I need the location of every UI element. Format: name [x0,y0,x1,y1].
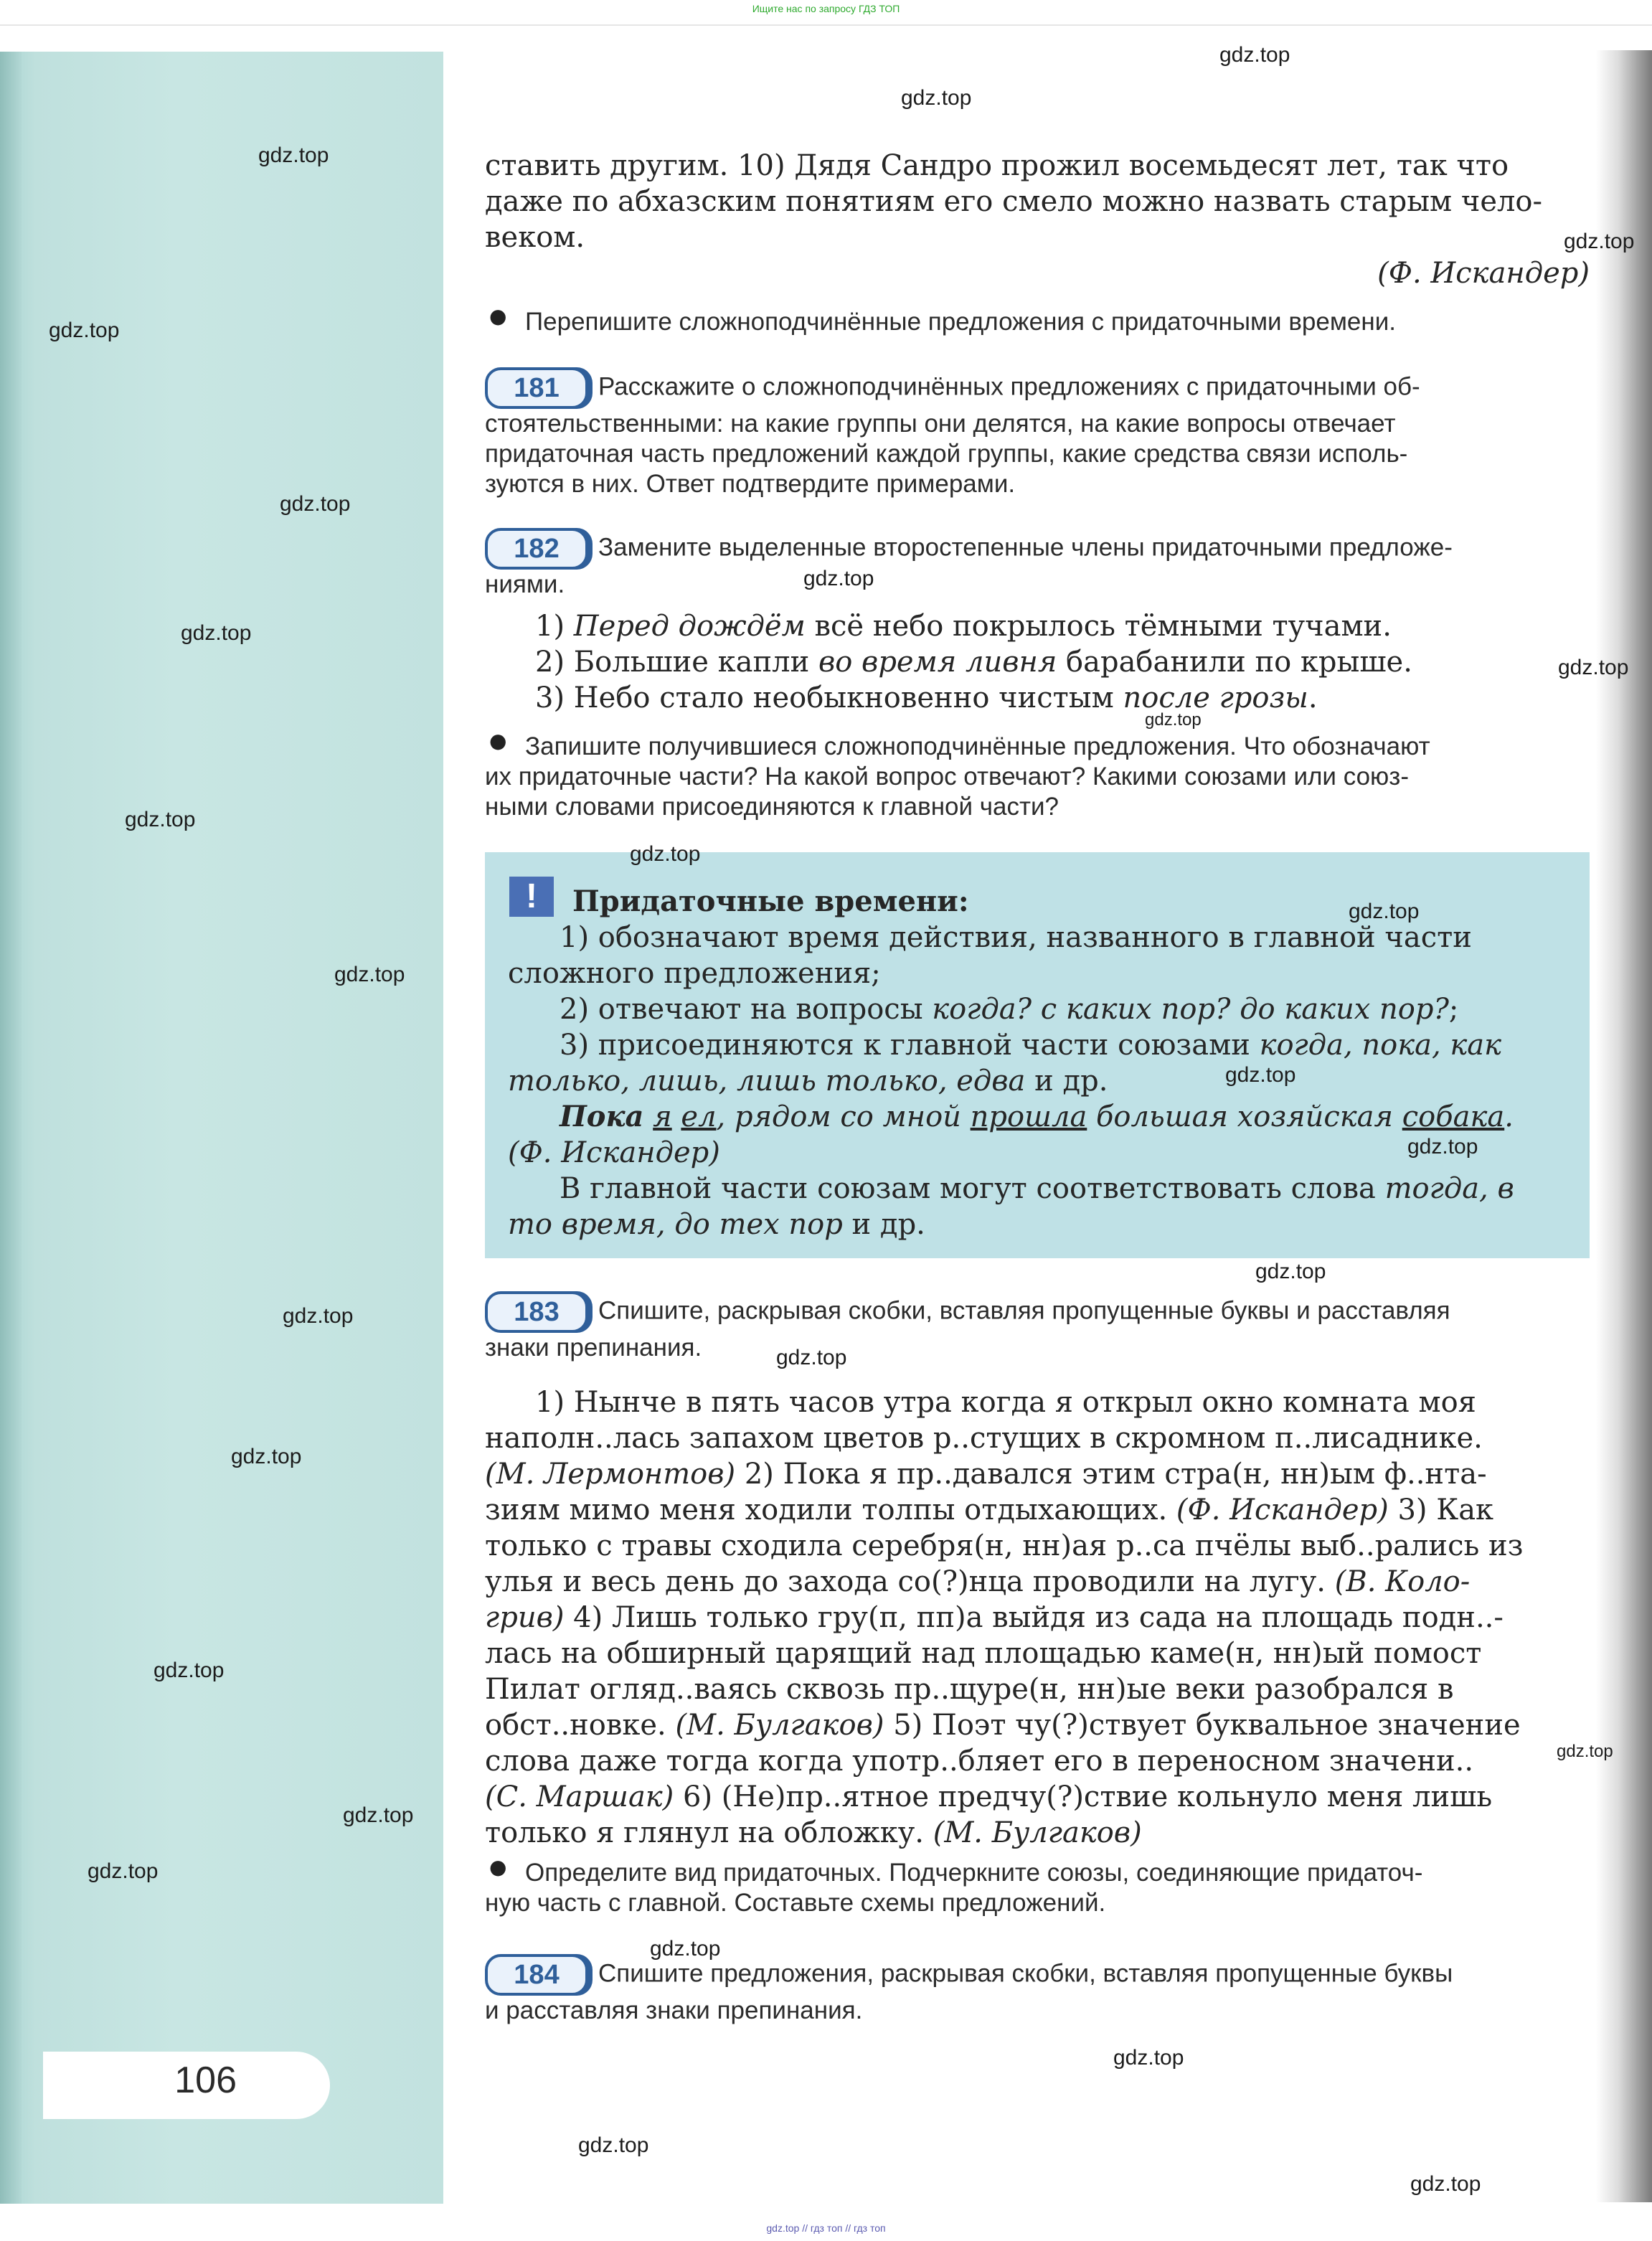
watermark: gdz.top [1113,2046,1184,2070]
exercise-text: Расскажите о сложноподчинённых предложениях с придаточными об- [598,372,1420,401]
exercise-183-body: 1) Нынче в пять часов утра когда я открыл окно комната моя наполн..лась запахом цветов р..стущих в скромном п..лисаднике. (М. Лермонтов) 2) Пока я пр..давался этим стра(н, нн)ым ф..нта- зиям мимо меня ходили толпы отдыхающих. (Ф. Искандер) 3) Как только с травы сходила серебря(н, нн)ая р..са пчёлы выб..рались из улья и весь день до захода со(?)нца проводили на лугу. (В. Коло- грив) 4) Лишь только гру(п, пп)а выйдя из сада на площадь подн..- лась на обширный царящий над площадью каме(н, нн)ый помост Пилат огляд..ваясь сквозь пр..щуре(н, нн)ые веки разобрался в обст..новке. (М. Булгаков) 5) Поэт чу(?)ствует буквальное значение слова даже тогда когда употр..бляет его в переносном значени.. (С. Маршак) 6) (Не)пр..ятное предчу(?)ствие кольнуло меня лишь только я глянул на обложку. (М. Булгаков) [485,1386,1524,1849]
watermark: gdz.top [283,1304,354,1328]
page-margin [0,52,443,2204]
sentence: 1) Перед дождём всё небо покрылось тёмными тучами. [535,610,1392,643]
exercise-text: стоятельственными: на какие группы они делятся, на какие вопросы отвечает [485,410,1396,438]
exercise-183 [485,1291,1590,1363]
watermark: gdz.top [1564,230,1635,253]
watermark: gdz.top [630,842,701,866]
watermark: gdz.top [578,2133,649,2157]
book-gutter [1596,50,1652,2202]
watermark: gdz.top [776,1346,847,1369]
exercise-text: зуются в них. Ответ подтвердите примерами. [485,470,1016,498]
exercise-text: ниями. [485,570,565,598]
sentence: 2) Большие капли во время ливня барабанили по крыше. [535,646,1412,679]
exercise-number-badge: 181 [485,367,588,409]
exercise-text: Спишите, раскрывая скобки, вставляя пропущенные буквы и расставляя [598,1296,1450,1325]
exclamation-icon: ! [509,877,554,917]
watermark: gdz.top [343,1803,414,1827]
exercise-183-task-cont: ную часть с главной. Составьте схемы предложений. [485,1889,1106,1917]
watermark: gdz.top [1255,1260,1326,1283]
watermark: gdz.top [231,1445,302,1468]
page-edge [0,52,22,2204]
exercise-text: Замените выделенные второстепенные члены придаточными предложе- [598,533,1453,562]
watermark: gdz.top [258,143,329,167]
watermark: gdz.top [901,86,972,110]
exercise-184 [485,1954,1590,2026]
exercise-text: придаточная часть предложений каждой группы, какие средства связи исполь- [485,440,1408,468]
exercise-182-task: Запишите получившиеся сложноподчинённые предложения. Что обозначают [525,732,1430,760]
exercise-text: знаки препинания. [485,1334,702,1362]
exercise-182-sentences [535,608,1590,716]
intro-line: даже по абхазским понятиям его смело можно назвать старым чело- [485,185,1543,218]
watermark: gdz.top [334,963,405,986]
watermark: gdz.top [1410,2172,1481,2196]
header-link[interactable]: Ищите нас по запросу ГДЗ ТОП [752,3,900,14]
exercise-182 [485,528,1590,600]
watermark: gdz.top [181,621,252,645]
watermark: gdz.top [1349,900,1420,923]
exercise-182-task-cont: их придаточные части? На какой вопрос отвечают? Какими союзами или союз- ными словами присоединяются к главной части? [485,763,1410,821]
footer-links[interactable]: gdz.top // гдз топ // гдз топ [766,2222,886,2234]
watermark: gdz.top [154,1659,225,1682]
exercise-text: и расставляя знаки препинания. [485,1996,863,2024]
exercise-text: Спишите предложения, раскрывая скобки, вставляя пропущенные буквы [598,1959,1453,1988]
watermark: gdz.top [125,808,196,831]
watermark: gdz.top [803,567,874,590]
exercise-number-badge: 182 [485,528,588,570]
watermark: gdz.top [280,492,351,516]
page-number: 106 [174,2060,237,2101]
exercise-number-badge: 183 [485,1291,588,1333]
watermark: gdz.top [1225,1063,1296,1087]
watermark: gdz.top [1558,656,1629,679]
intro-line: веком. [485,221,585,254]
exercise-183-task: Определите вид придаточных. Подчеркните союзы, соединяющие придаточ- [525,1859,1423,1887]
exercise-181 [485,367,1590,499]
intro-text [485,148,1590,255]
intro-author: (Ф. Искандер) [1377,257,1590,290]
intro-line: ставить другим. 10) Дядя Сандро прожил восемьдесят лет, так что [485,149,1509,182]
bullet-icon: ● [489,304,507,328]
watermark: gdz.top [49,319,120,342]
watermark: gdz.top [1407,1135,1478,1159]
watermark: gdz.top [88,1859,159,1883]
sentence: 3) Небо стало необыкновенно чистым после грозы. [535,681,1318,714]
watermark: gdz.top [650,1937,721,1961]
watermark: gdz.top [1219,43,1290,67]
bullet-icon: ● [489,729,507,752]
watermark: gdz.top [1145,710,1202,730]
rule-body: 1) обозначают время действия, названного в главной части сложного предложения; 2) отвечают на вопросы когда? с каких пор? до каких пор?; 3) присоединяются к главной части союзами когда, пока, как только, лишь, лишь только, едва и др. Пока я ел, рядом со мной прошла большая хозяйская собака. (Ф. Искандер) В главной части союзам могут соответствовать слова тогда, в то время, до тех пор и др. [508,921,1514,1241]
bullet-icon: ● [489,1855,507,1879]
top-divider [0,24,1652,26]
exercise-number-badge: 184 [485,1954,588,1996]
intro-task: Перепишите сложноподчинённые предложения с придаточными времени. [525,308,1396,336]
rule-title: Придаточные времени: [572,884,969,918]
watermark: gdz.top [1557,1742,1613,1761]
